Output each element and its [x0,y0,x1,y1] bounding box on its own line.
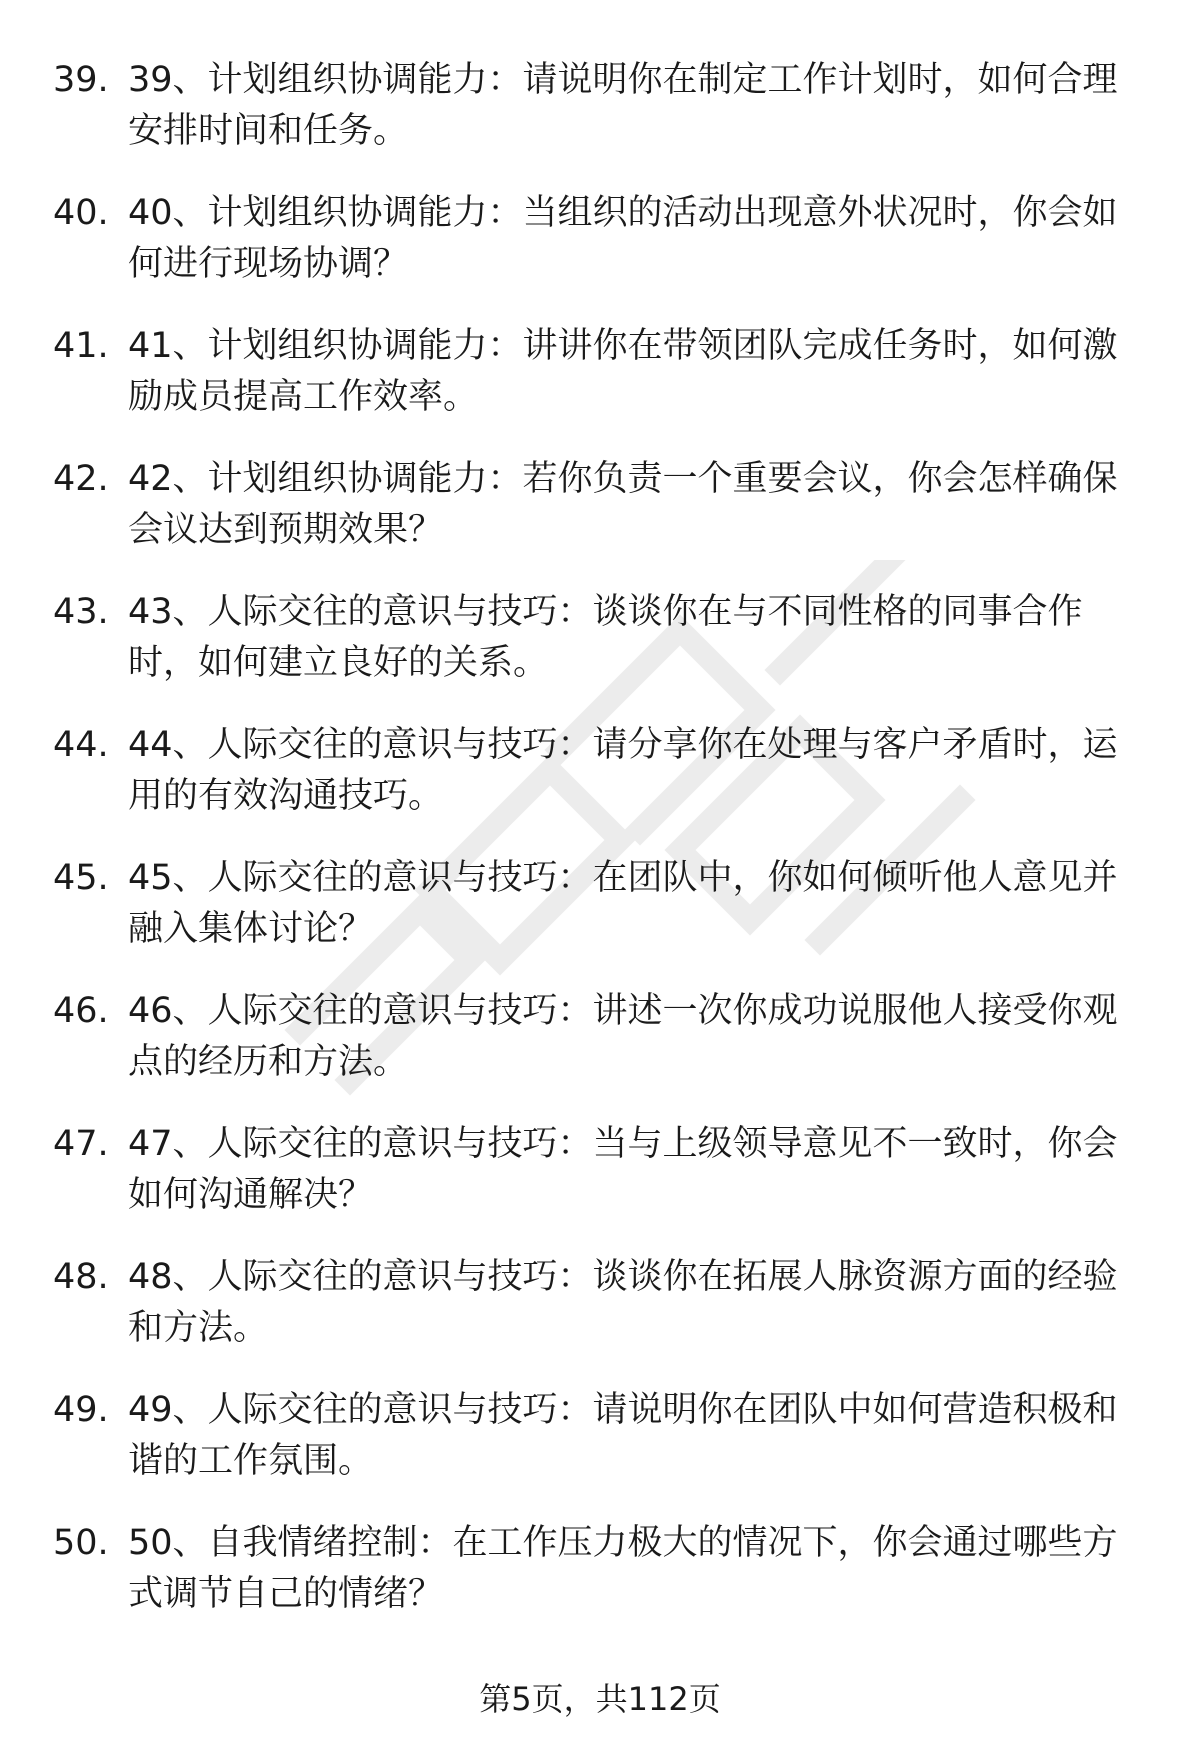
list-item [0,55,1200,188]
question-text: 47、人际交往的意识与技巧：当与上级领导意见不一致时，你会如何沟通解决？ [128,1124,1118,1215]
question-text: 45、人际交往的意识与技巧：在团队中，你如何倾听他人意见并融入集体讨论？ [128,858,1118,949]
question-number: 46. [53,991,109,1031]
question-number: 40. [53,193,109,233]
question-text: 41、计划组织协调能力：讲讲你在带领团队完成任务时，如何激励成员提高工作效率。 [128,326,1118,417]
page-number: 第5页，共112页 [479,1680,721,1718]
question-list [0,55,1200,1651]
list-item [0,720,1200,853]
question-text: 50、自我情绪控制：在工作压力极大的情况下，你会通过哪些方式调节自己的情绪？ [128,1523,1118,1614]
question-text: 46、人际交往的意识与技巧：讲述一次你成功说服他人接受你观点的经历和方法。 [128,991,1118,1082]
question-number: 42. [53,459,109,499]
question-number: 44. [53,725,109,765]
question-number: 48. [53,1257,109,1297]
question-text: 39、计划组织协调能力：请说明你在制定工作计划时，如何合理安排时间和任务。 [128,60,1118,151]
list-item [0,454,1200,587]
question-number: 41. [53,326,109,366]
question-text: 40、计划组织协调能力：当组织的活动出现意外状况时，你会如何进行现场协调？ [128,193,1118,284]
list-item [0,986,1200,1119]
list-item [0,1385,1200,1518]
list-item [0,587,1200,720]
question-number: 43. [53,592,109,632]
question-text: 44、人际交往的意识与技巧：请分享你在处理与客户矛盾时，运用的有效沟通技巧。 [128,725,1118,816]
question-number: 49. [53,1390,109,1430]
question-text: 48、人际交往的意识与技巧：谈谈你在拓展人脉资源方面的经验和方法。 [128,1257,1118,1348]
question-text: 43、人际交往的意识与技巧：谈谈你在与不同性格的同事合作时，如何建立良好的关系。 [128,592,1083,683]
question-text: 42、计划组织协调能力：若你负责一个重要会议，你会怎样确保会议达到预期效果？ [128,459,1118,550]
list-item [0,853,1200,986]
list-item [0,1518,1200,1651]
question-number: 39. [53,60,109,100]
question-number: 45. [53,858,109,898]
question-number: 50. [53,1523,109,1563]
question-text: 49、人际交往的意识与技巧：请说明你在团队中如何营造积极和谐的工作氛围。 [128,1390,1118,1481]
list-item [0,1252,1200,1385]
question-number: 47. [53,1124,109,1164]
list-item [0,321,1200,454]
list-item [0,188,1200,321]
list-item [0,1119,1200,1252]
